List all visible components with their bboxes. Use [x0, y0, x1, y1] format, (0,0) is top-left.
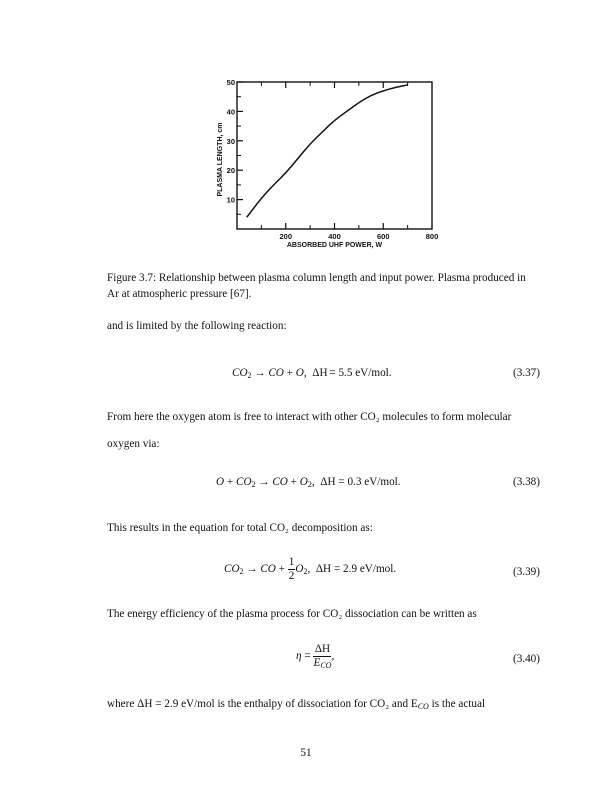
- fraction-one-half: $\frac{1}{2}$: [288, 556, 295, 582]
- paragraph-enthalpy: where ΔH = 2.9 eV/mol is the enthalpy of dissociation for CO₂ and $E_{CO}$ is the actual: [107, 698, 486, 711]
- paragraph-total-decomposition: This results in the equation for total CO₂ decomposition as:: [107, 522, 373, 534]
- plasma-length-chart: [200, 70, 450, 255]
- y-tick-label: 20: [226, 166, 235, 176]
- fraction-dh-over-eco: $\frac{\Delta H}{E_{CO}}$: [313, 643, 332, 670]
- equation-number-3-37: (3.37): [512, 367, 540, 379]
- y-tick-label: 40: [226, 107, 235, 117]
- x-tick-label: 400: [328, 232, 341, 241]
- x-tick-label: 600: [376, 232, 390, 241]
- paragraph-energy-efficiency: The energy efficiency of the plasma process for CO₂ dissociation can be written as: [107, 608, 477, 620]
- equation-3-40: η = $\frac{\Delta H}{E_{CO}}$ ,: [296, 643, 335, 670]
- equation-3-39: $CO_2$ → CO + $\frac{1}{2}$ $O_2$, ΔH = 2.9 eV/mol.: [224, 556, 397, 582]
- data-curve: [247, 85, 408, 217]
- paragraph-intro: and is limited by the following reaction:: [107, 320, 287, 332]
- equation-number-3-40: (3.40): [512, 653, 540, 665]
- equation-number-3-38: (3.38): [512, 476, 540, 488]
- y-tick-label: 50: [226, 78, 235, 87]
- y-tick-label: 10: [226, 195, 235, 205]
- page-number: 51: [300, 747, 312, 759]
- y-tick-label: 30: [226, 136, 235, 146]
- plot-frame: [237, 82, 432, 229]
- x-axis-label: ABSORBED UHF POWER, W: [286, 242, 383, 249]
- equation-3-38: $O + CO_2$ → CO + $O_2$, ΔH = 0.3 eV/mol.: [216, 476, 401, 489]
- equation-3-37: $CO_2$ → CO + O, ΔH = 5.5 eV/mol.: [232, 367, 392, 380]
- paragraph-oxygen: From here the oxygen atom is free to interact with other CO₂ molecules to form molecular oxygen via:: [107, 411, 512, 450]
- figure-caption: Figure 3.7: Relationship between plasma column length and input power. Plasma produced in Ar at atmospheric pressure [67].: [107, 272, 526, 300]
- x-tick-label: 800: [425, 232, 439, 241]
- x-tick-label: 200: [279, 232, 293, 241]
- y-axis-label: PLASMA LENGTH, cm: [217, 122, 224, 197]
- equation-number-3-39: (3.39): [512, 566, 540, 578]
